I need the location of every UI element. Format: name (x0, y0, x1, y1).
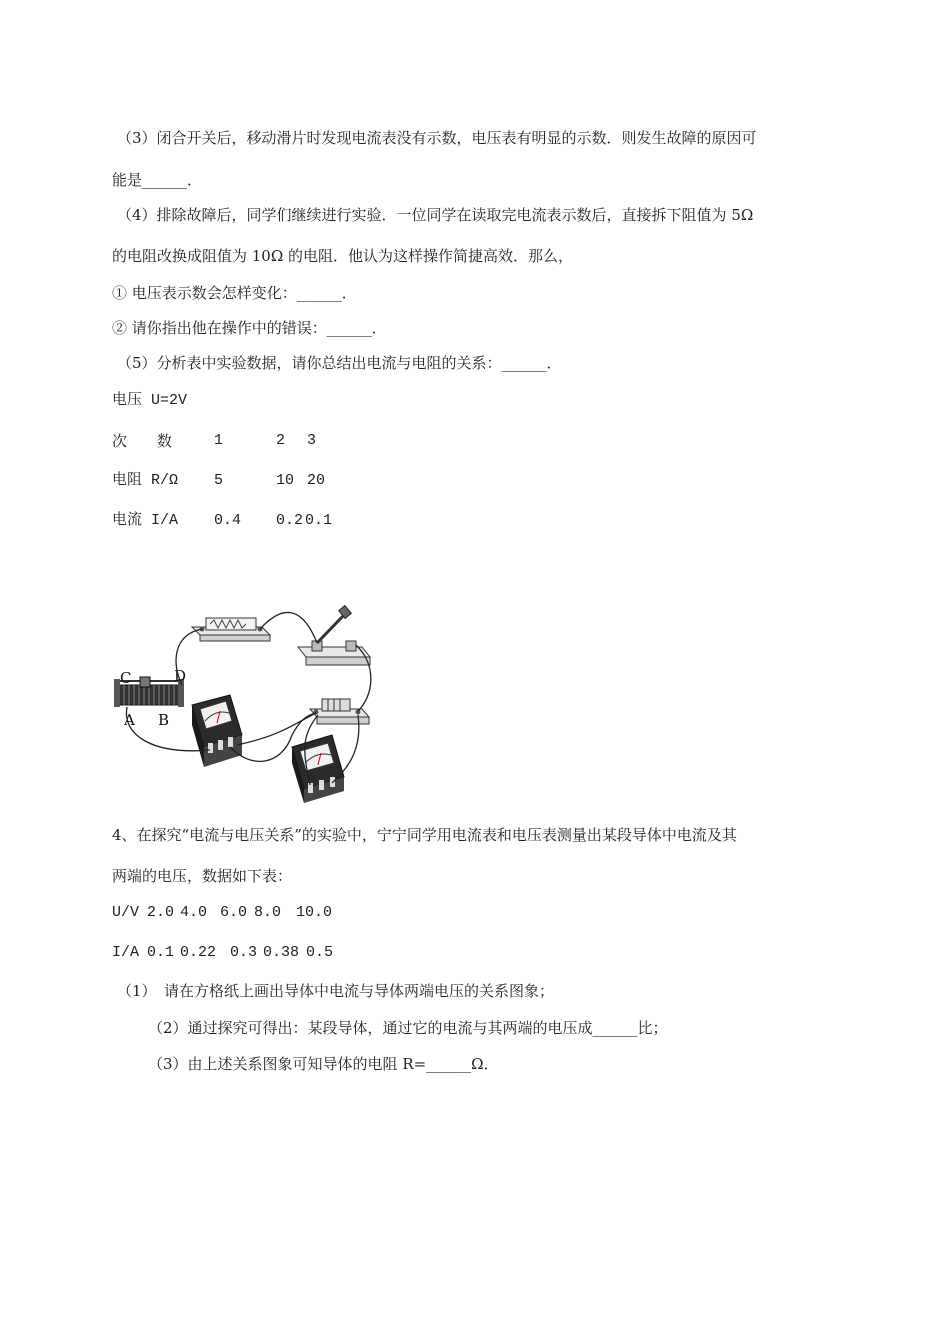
q4-u-cell: 2.0 (147, 904, 175, 921)
q3-part4-line2: 的电阻改换成阻值为 10Ω 的电阻．他认为这样操作简捷高效．那么， (112, 247, 574, 265)
q4-i-cell: 0.22 (180, 944, 217, 961)
q4-u-cell: 6.0 (220, 904, 248, 921)
table1-cell: 0.2 (276, 512, 304, 529)
q4-u-cell: 8.0 (254, 904, 282, 921)
table1-cell: 10 (276, 472, 295, 489)
q3-part3-line1: （3）闭合开关后，移动滑片时发现电流表没有示数，电压表有明显的示数．则发生故障的原因可 (117, 129, 757, 147)
resistor-board (192, 618, 270, 641)
q4-line2: 两端的电压，数据如下表： (112, 867, 293, 885)
table1-cell: 1 (214, 432, 224, 449)
q4-i-cell: 0.1 (147, 944, 175, 961)
label-c: C (120, 669, 132, 687)
q4-i-label: I/A (112, 944, 140, 961)
table1-cell: 3 (307, 432, 317, 449)
ammeter (192, 695, 242, 767)
table1-cell: 0.4 (214, 512, 242, 529)
table1-row-label: 电阻 R/Ω (112, 472, 179, 489)
voltmeter (292, 735, 344, 803)
battery-holder (310, 699, 369, 724)
label-a: A (124, 711, 135, 729)
q4-i-cell: 0.5 (306, 944, 334, 961)
q4-i-cell: 0.38 (263, 944, 300, 961)
table1-cell: 5 (214, 472, 224, 489)
q4-line1: 4、在探究“电流与电压关系”的实验中，宁宁同学用电流表和电压表测量出某段导体中电流及其 (112, 826, 737, 844)
q3-part5-line1: （5）分析表中实验数据，请你总结出电流与电阻的关系：______． (117, 354, 562, 372)
rheostat (114, 667, 186, 729)
q4-i-cell: 0.3 (230, 944, 258, 961)
q4-u-cell: 10.0 (296, 904, 333, 921)
label-b: B (158, 711, 170, 729)
q3-part3-line2: 能是______． (112, 171, 203, 189)
q4-sub1: （1） 请在方格纸上画出导体中电流与导体两端电压的关系图象； (117, 982, 555, 1000)
table1-caption: 电压 U=2V (112, 392, 188, 409)
table1-row-label: 次 数 (112, 432, 173, 450)
q3-part4-sub1: ① 电压表示数会怎样变化：______． (112, 284, 357, 302)
q4-sub3: （3）由上述关系图象可知导体的电阻 R=______Ω． (148, 1055, 499, 1073)
table1-cell: 2 (276, 432, 286, 449)
q4-u-label: U/V (112, 904, 140, 921)
q3-part4-sub2: ② 请你指出他在操作中的错误：______． (112, 319, 387, 337)
label-d: D (174, 667, 187, 685)
q3-part4-line1: （4）排除故障后，同学们继续进行实验．一位同学在读取完电流表示数后，直接拆下阻值为 5Ω (117, 206, 754, 224)
q4-u-cell: 4.0 (180, 904, 208, 921)
table1-row-label: 电流 I/A (112, 512, 179, 529)
switch (298, 606, 370, 665)
circuit-diagram (112, 585, 382, 807)
table1-cell: 0.1 (305, 512, 333, 529)
table1-cell: 20 (307, 472, 326, 489)
q4-sub2: （2）通过探究可得出：某段导体，通过它的电流与其两端的电压成______比； (148, 1019, 668, 1037)
